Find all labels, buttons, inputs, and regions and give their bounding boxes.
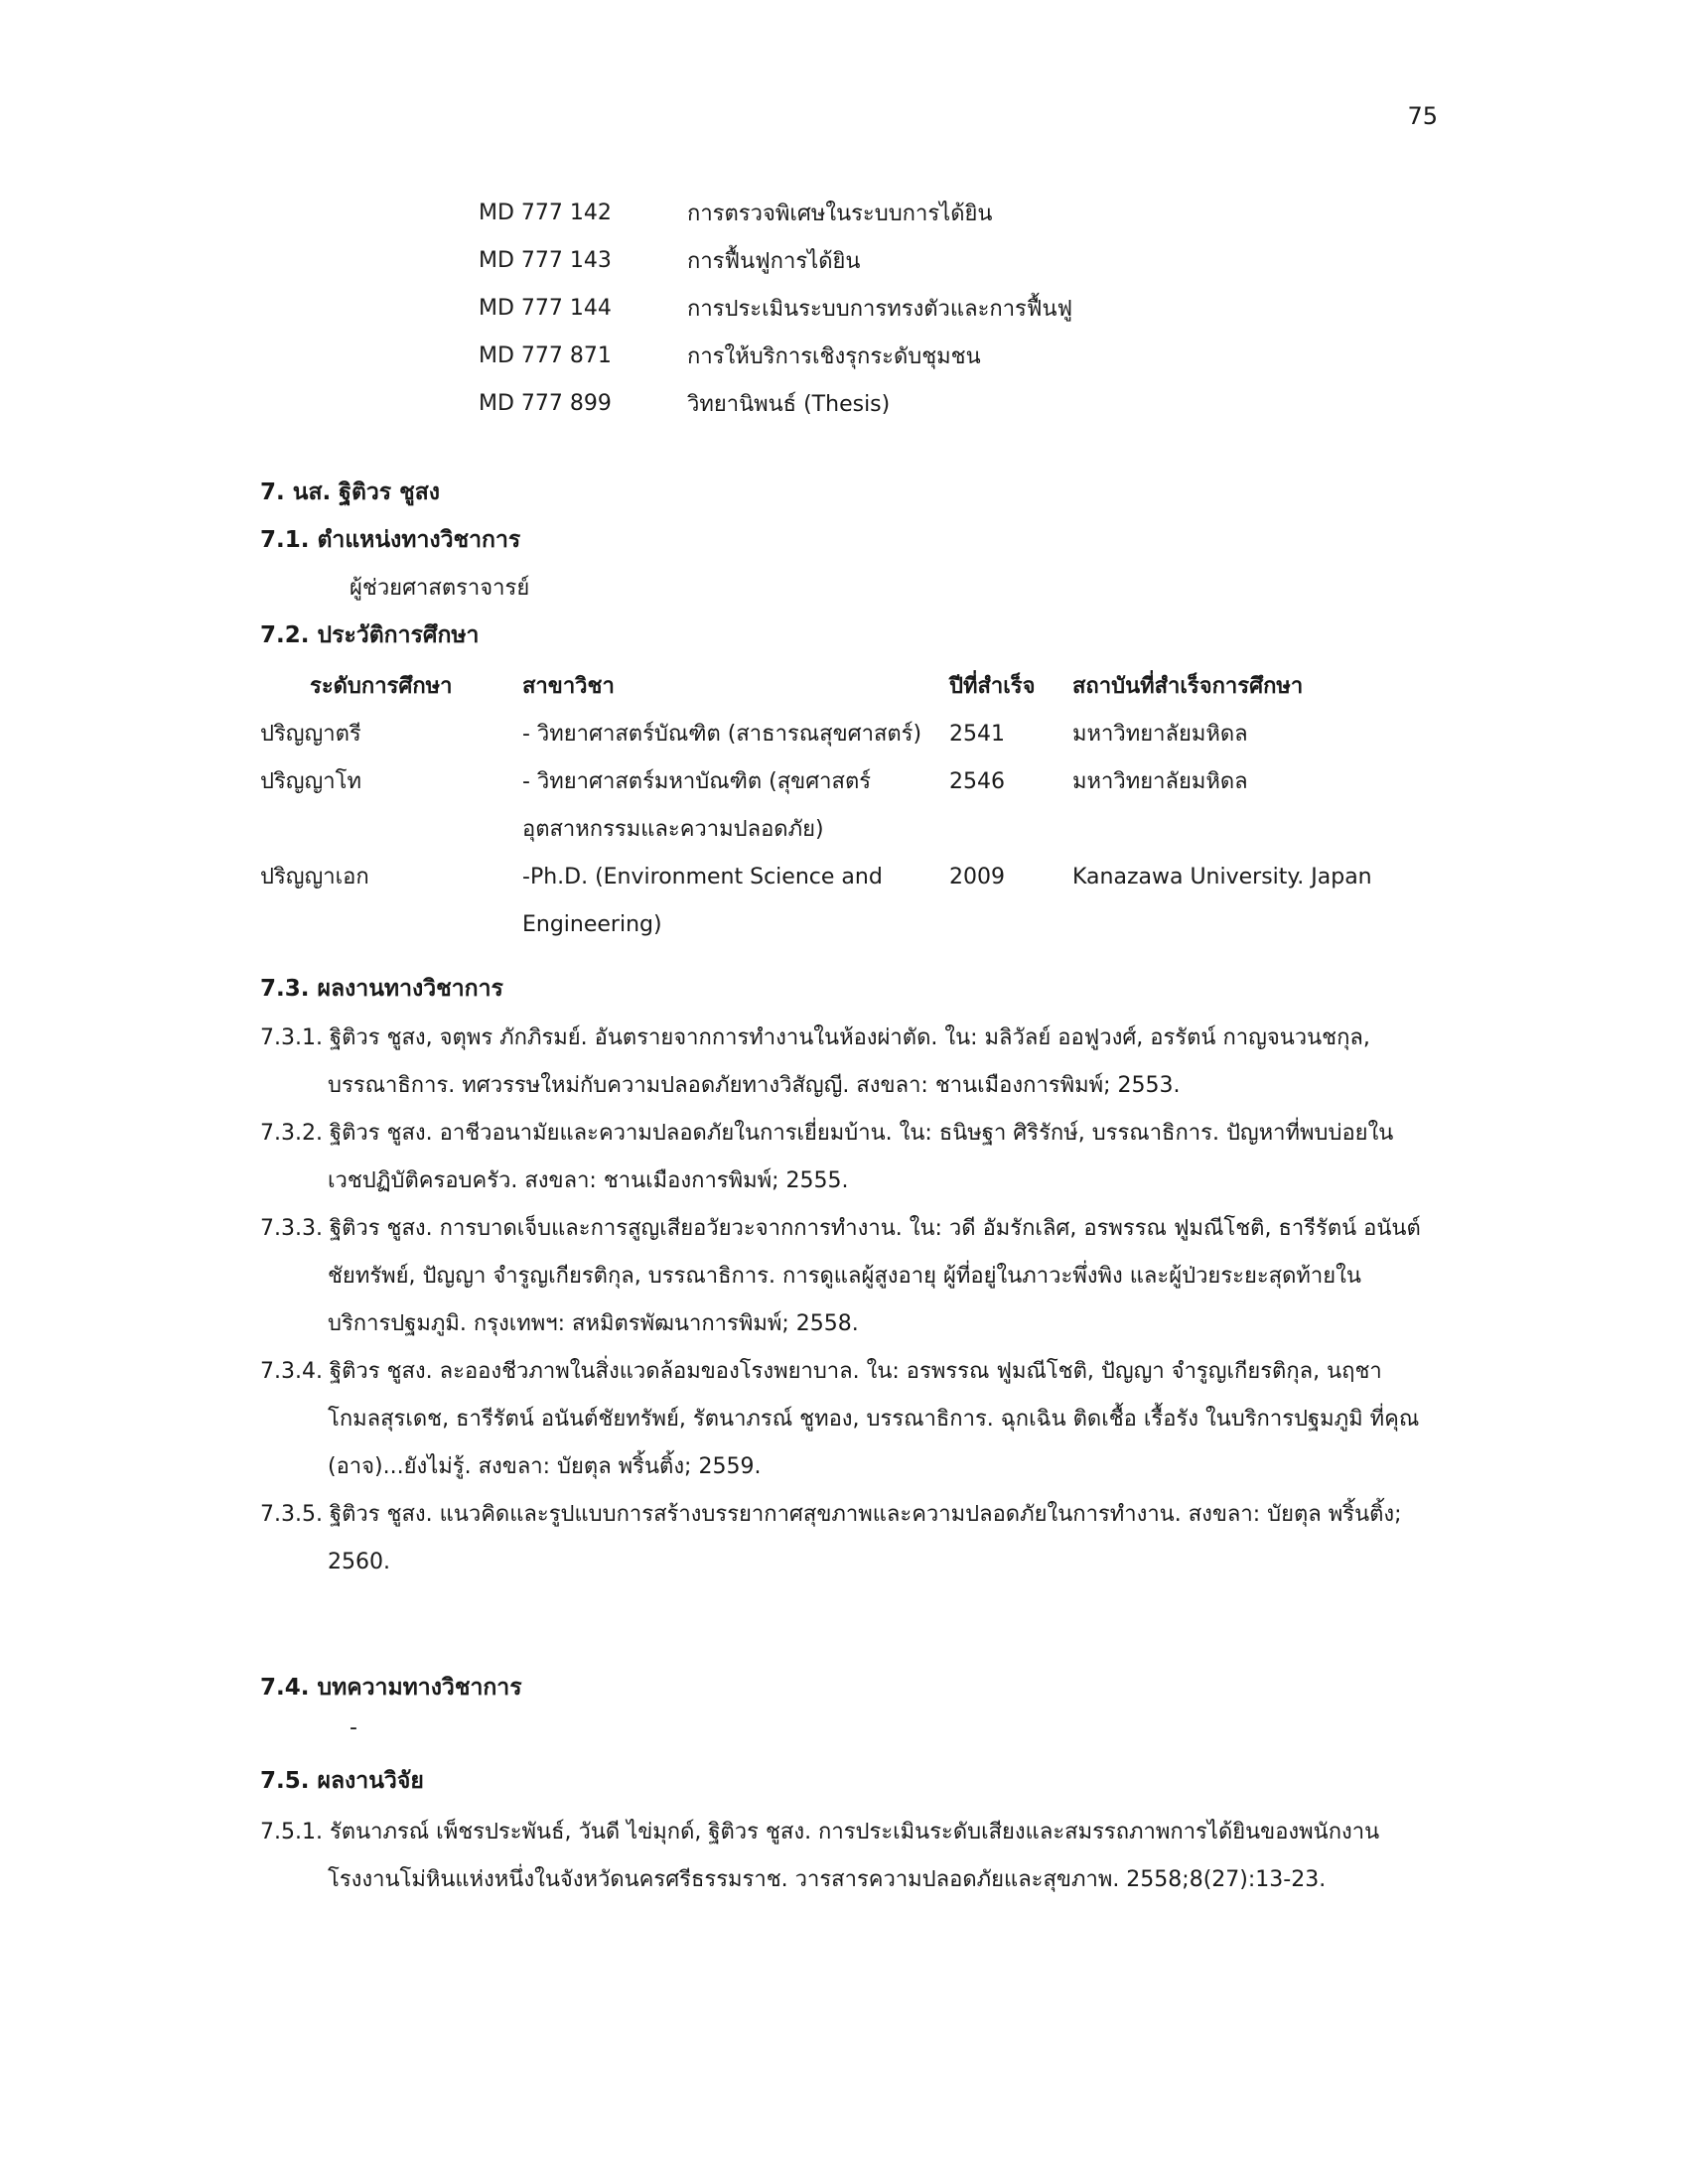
edu-level: ปริญญาโท [260, 769, 361, 794]
education-table [260, 663, 1392, 949]
reference-line: บริการปฐมภูมิ. กรุงเทพฯ: สหมิตรพัฒนาการพิมพ์; 2558. [328, 1311, 859, 1336]
academic-position: ผู้ช่วยศาสตราจารย์ [350, 576, 530, 601]
reference-line: 7.3.1. ฐิติวร ชูสง, จตุพร ภักภิรมย์. อันตรายจากการทำงานในห้องผ่าตัด. ใน: มลิวัลย์ ออฟูวงศ์, อรรัตน์ กาญจนวนชกุล, [260, 1025, 1370, 1050]
academic-work-heading: 7.3. ผลงานทางวิชาการ [260, 976, 503, 1002]
course-code: MD 777 143 [479, 247, 612, 273]
articles-heading: 7.4. บทความทางวิชาการ [260, 1675, 522, 1701]
reference-item [260, 1348, 1432, 1491]
edu-institution: Kanazawa University. Japan [1072, 865, 1372, 889]
course-row [479, 379, 1072, 427]
course-name: การฟื้นฟูการได้ยิน [687, 248, 861, 274]
course-code: MD 777 899 [479, 390, 612, 416]
reference-line: 7.3.5. ฐิติวร ชูสง. แนวคิดและรูปแบบการสร้างบรรยากาศสุขภาพและความปลอดภัยในการทำงาน. สงขลา: บัยตุล พริ้นติ้ง; [260, 1502, 1402, 1527]
education-row [260, 758, 1392, 854]
edu-major-line: -Ph.D. (Environment Science and [522, 865, 883, 889]
course-code: MD 777 871 [479, 342, 612, 368]
course-list [479, 189, 1072, 427]
header-major: สาขาวิชา [522, 674, 615, 699]
edu-major-line: อุตสาหกรรมและความปลอดภัย) [522, 817, 824, 842]
header-institution: สถาบันที่สำเร็จการศึกษา [1072, 674, 1304, 699]
course-row [479, 332, 1072, 379]
education-table-header [260, 663, 1392, 711]
edu-year: 2009 [949, 865, 1005, 889]
course-row [479, 189, 1072, 236]
position-heading: 7.1. ตำแหน่งทางวิชาการ [260, 527, 521, 553]
edu-year: 2546 [949, 769, 1005, 794]
reference-line: 7.3.2. ฐิติวร ชูสง. อาชีวอนามัยและความปลอดภัยในการเยี่ยมบ้าน. ใน: ธนิษฐา ศิริรักษ์, บรรณาธิการ. ปัญหาที่พบบ่อยใน [260, 1121, 1394, 1146]
edu-major [522, 711, 949, 758]
education-heading: 7.2. ประวัติการศึกษา [260, 622, 480, 648]
research-heading: 7.5. ผลงานวิจัย [260, 1768, 424, 1794]
reference-item [260, 1110, 1432, 1205]
course-name: การตรวจพิเศษในระบบการได้ยิน [687, 201, 993, 226]
edu-institution: มหาวิทยาลัยมหิดล [1072, 722, 1248, 747]
reference-line: 2560. [328, 1550, 390, 1574]
reference-line: โกมลสุรเดช, ธารีรัตน์ อนันต์ชัยทรัพย์, รัตนาภรณ์ ชูทอง, บรรณาธิการ. ฉุกเฉิน ติดเชื้อ เรื้อรัง ในบริการปฐมภูมิ ที่คุณ [328, 1407, 1420, 1432]
edu-major-line: - วิทยาศาสตร์บัณฑิต (สาธารณสุขศาสตร์) [522, 722, 922, 747]
course-name: วิทยานิพนธ์ (Thesis) [687, 391, 891, 417]
reference-item [260, 1015, 1432, 1110]
edu-level: ปริญญาตรี [260, 722, 361, 747]
edu-major [522, 758, 949, 854]
course-row [479, 284, 1072, 332]
reference-item [260, 1205, 1432, 1348]
course-name: การให้บริการเชิงรุกระดับชุมชน [687, 343, 981, 369]
course-name: การประเมินระบบการทรงตัวและการฟื้นฟู [687, 296, 1073, 322]
edu-year: 2541 [949, 722, 1005, 747]
edu-institution: มหาวิทยาลัยมหิดล [1072, 769, 1248, 794]
course-code: MD 777 144 [479, 295, 612, 321]
research-list [260, 1809, 1432, 1904]
edu-major [522, 854, 949, 949]
reference-line: 7.5.1. รัตนาภรณ์ เพ็ชรประพันธ์, วันดี ไข่มุกด์, ฐิติวร ชูสง. การประเมินระดับเสียงและสมรรถภาพการได้ยินของพนักงาน [260, 1820, 1380, 1844]
header-level: ระดับการศึกษา [310, 674, 453, 699]
reference-line: ชัยทรัพย์, ปัญญา จำรูญเกียรติกุล, บรรณาธิการ. การดูแลผู้สูงอายุ ผู้ที่อยู่ในภาวะพึ่งพิง และผู้ป่วยระยะสุดท้ายใน [328, 1264, 1361, 1289]
education-row [260, 711, 1392, 758]
articles-content: - [350, 1715, 357, 1740]
reference-line: บรรณาธิการ. ทศวรรษใหม่กับความปลอดภัยทางวิสัญญี. สงขลา: ชานเมืองการพิมพ์; 2553. [328, 1073, 1181, 1098]
header-year: ปีที่สำเร็จ [949, 674, 1036, 699]
course-code: MD 777 142 [479, 200, 612, 225]
reference-line: 7.3.3. ฐิติวร ชูสง. การบาดเจ็บและการสูญเสียอวัยวะจากการทำงาน. ใน: วดี อัมรักเลิศ, อรพรรณ ฟูมณีโชติ, ธารีรัตน์ อนันต์ [260, 1216, 1421, 1241]
course-row [479, 236, 1072, 284]
edu-major-line: Engineering) [522, 912, 662, 937]
education-row [260, 854, 1392, 949]
academic-work-list [260, 1015, 1432, 1586]
person-heading: 7. นส. ฐิติวร ชูสง [260, 479, 441, 505]
reference-item [260, 1809, 1432, 1904]
reference-item [260, 1491, 1432, 1586]
reference-line: 7.3.4. ฐิติวร ชูสง. ละอองชีวภาพในสิ่งแวดล้อมของโรงพยาบาล. ใน: อรพรรณ ฟูมณีโชติ, ปัญญา จำรูญเกียรติกุล, นฤชา [260, 1359, 1382, 1384]
edu-major-line: - วิทยาศาสตร์มหาบัณฑิต (สุขศาสตร์ [522, 769, 872, 794]
reference-line: (อาจ)...ยังไม่รู้. สงขลา: บัยตุล พริ้นติ้ง; 2559. [328, 1454, 762, 1479]
reference-line: เวชปฏิบัติครอบครัว. สงขลา: ชานเมืองการพิมพ์; 2555. [328, 1168, 849, 1193]
reference-line: โรงงานโม่หินแห่งหนึ่งในจังหวัดนครศรีธรรมราช. วารสารความปลอดภัยและสุขภาพ. 2558;8(27):13-23. [328, 1867, 1327, 1892]
edu-level: ปริญญาเอก [260, 865, 369, 889]
page-number: 75 [1407, 102, 1438, 130]
